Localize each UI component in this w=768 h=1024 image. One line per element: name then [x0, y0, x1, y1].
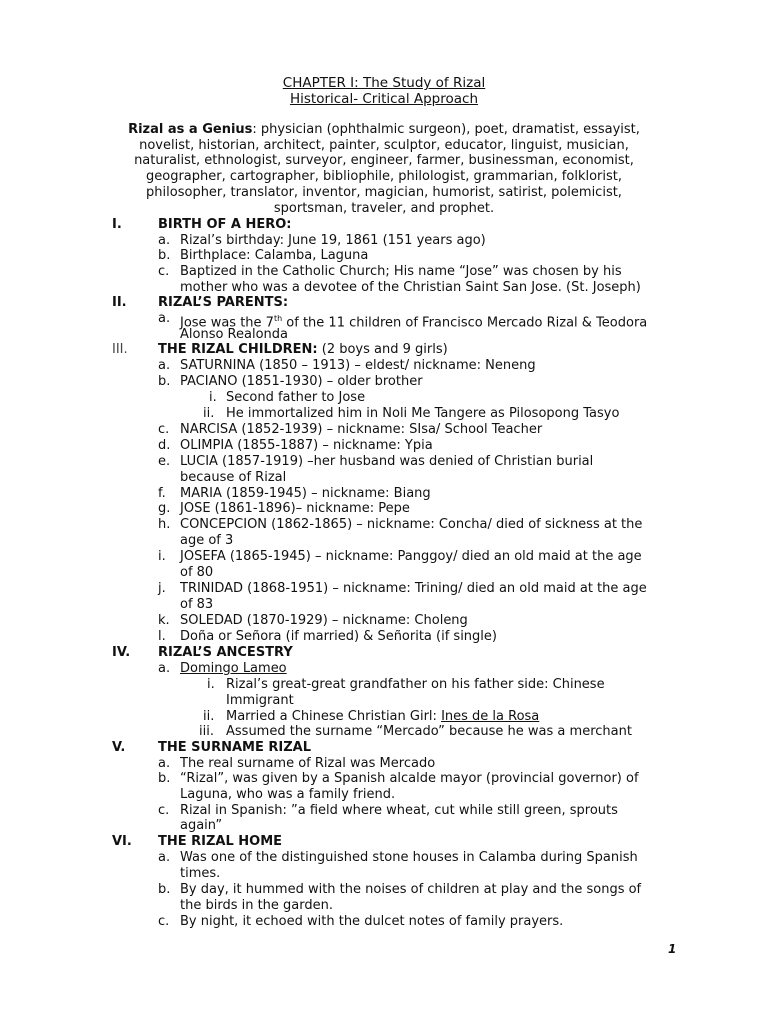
item-text-part: of the 11 children of Francisco Mercado Rizal & Teodora — [282, 315, 648, 331]
item-label: iii. — [199, 724, 214, 739]
item-label: a. — [158, 850, 171, 865]
chapter-title: CHAPTER I: The Study of Rizal — [282, 75, 486, 91]
item-text: SATURNINA (1850 – 1913) – eldest/ nickname: Neneng — [180, 358, 536, 373]
section-title — [158, 342, 448, 358]
item-text — [226, 709, 539, 725]
item-text: Assumed the surname “Mercado” because he was a merchant — [226, 724, 632, 739]
section-title: BIRTH OF A HERO: — [158, 217, 292, 232]
item-text: LUCIA (1857-1919) –her husband was denied of Christian burial — [180, 454, 594, 469]
section-number: IV. — [112, 645, 131, 660]
item-text: “Rizal”, was given by a Spanish alcalde mayor (provincial governor) of — [180, 771, 639, 786]
item-label: b. — [158, 374, 171, 389]
item-text-part: Married a Chinese Christian Girl: — [226, 709, 442, 724]
item-text: MARIA (1859-1945) – nickname: Biang — [180, 486, 431, 501]
item-text-continued: times. — [180, 866, 221, 881]
section-title: THE RIZAL HOME — [158, 834, 283, 849]
item-text: Rizal’s birthday: June 19, 1861 (151 years ago) — [180, 233, 486, 248]
section-number: VI. — [112, 834, 132, 849]
superscript: th — [273, 314, 283, 323]
item-label: g. — [158, 501, 171, 516]
item-text-continued: the birds in the garden. — [180, 898, 334, 913]
section-title-text: THE RIZAL CHILDREN: — [158, 342, 318, 357]
item-label: a. — [158, 311, 171, 326]
item-text: By night, it echoed with the dulcet notes of family prayers. — [180, 914, 564, 929]
section-number: III. — [112, 342, 128, 357]
item-label: d. — [158, 438, 171, 453]
item-label: i. — [209, 390, 217, 405]
item-text: The real surname of Rizal was Mercado — [180, 756, 436, 771]
item-label: e. — [158, 454, 171, 469]
item-text-continued: of 83 — [180, 597, 214, 612]
item-text: Baptized in the Catholic Church; His name “Jose” was chosen by his — [180, 264, 622, 279]
item-text-continued: Laguna, who was a family friend. — [180, 787, 396, 802]
page-number: 1 — [668, 942, 677, 956]
section-number: I. — [112, 217, 122, 232]
chapter-subtitle: Historical- Critical Approach — [289, 91, 479, 107]
section-title: RIZAL’S PARENTS: — [158, 295, 289, 310]
item-text: By day, it hummed with the noises of children at play and the songs of — [180, 882, 642, 897]
item-text-continued: mother who was a devotee of the Christian Saint San Jose. (St. Joseph) — [180, 280, 641, 295]
item-text: Doña or Señora (if married) & Señorita (if single) — [180, 629, 497, 644]
item-text: SOLEDAD (1870-1929) – nickname: Choleng — [180, 613, 468, 628]
item-label: a. — [158, 358, 171, 373]
item-text-underlined: Ines de la Rosa — [441, 709, 540, 724]
item-text: Rizal in Spanish: ”a field where wheat, cut while still green, sprouts — [180, 803, 618, 818]
section-number: V. — [112, 740, 126, 755]
item-label: c. — [158, 914, 170, 929]
item-text: JOSEFA (1865-1945) – nickname: Panggoy/ died an old maid at the age — [180, 549, 642, 564]
intro-text: : physician (ophthalmic surgeon), poet, dramatist, essayist, novelist, historian, architect, painter, sculptor, educator, linguist, musician, naturalist, ethnologist, surveyor, engineer, farmer, businessman, economist, geographer, cartographer, bibliophile, philologist, grammarian, folklorist, philosopher, translator, inventor, magician, humorist, satirist, polemicist, sportsman, traveler, and prophet. — [134, 122, 640, 216]
item-text-continued: age of 3 — [180, 533, 234, 548]
item-label: a. — [158, 233, 171, 248]
item-label: b. — [158, 882, 171, 897]
item-label: l. — [158, 629, 166, 644]
item-text: Rizal’s great-great grandfather on his father side: Chinese — [226, 677, 605, 692]
item-text-continued: Alonso Realonda — [180, 327, 288, 342]
item-label: h. — [158, 517, 171, 532]
item-label: c. — [158, 422, 170, 437]
item-text: Was one of the distinguished stone houses in Calamba during Spanish — [180, 850, 638, 865]
item-text: Second father to Jose — [226, 390, 366, 405]
item-label: k. — [158, 613, 170, 628]
item-text-continued: because of Rizal — [180, 470, 287, 485]
item-text: OLIMPIA (1855-1887) – nickname: Ypia — [180, 438, 433, 453]
item-label: c. — [158, 803, 170, 818]
item-text-continued: again” — [180, 818, 223, 833]
section-title-note: (2 boys and 9 girls) — [317, 342, 448, 357]
item-label: a. — [158, 661, 171, 676]
item-label: i. — [158, 549, 166, 564]
section-number: II. — [112, 295, 127, 310]
item-text-continued: Immigrant — [226, 693, 294, 708]
item-text: Birthplace: Calamba, Laguna — [180, 248, 369, 263]
item-text: CONCEPCION (1862-1865) – nickname: Concha/ died of sickness at the — [180, 517, 643, 532]
item-text-continued: of 80 — [180, 565, 214, 580]
item-label: ii. — [203, 709, 215, 724]
section-title: THE SURNAME RIZAL — [158, 740, 311, 755]
item-text: He immortalized him in Noli Me Tangere as Pilosopong Tasyo — [226, 406, 620, 421]
item-text: JOSE (1861-1896)– nickname: Pepe — [180, 501, 410, 516]
item-text: PACIANO (1851-1930) – older brother — [180, 374, 423, 389]
item-label: c. — [158, 264, 170, 279]
item-text-part: Jose was the 7 — [180, 315, 274, 331]
item-label: b. — [158, 771, 171, 786]
item-label: j. — [158, 581, 166, 596]
item-label: ii. — [203, 406, 215, 421]
item-label: a. — [158, 756, 171, 771]
item-text: TRINIDAD (1868-1951) – nickname: Trining/ died an old maid at the age — [180, 581, 647, 596]
intro-lead: Rizal as a Genius — [128, 122, 253, 137]
item-text: Domingo Lameo — [180, 661, 287, 676]
item-label: b. — [158, 248, 171, 263]
item-label: i. — [207, 677, 215, 692]
section-title: RIZAL’S ANCESTRY — [158, 645, 293, 660]
item-text: NARCISA (1852-1939) – nickname: SIsa/ School Teacher — [180, 422, 543, 437]
item-label: f. — [158, 486, 166, 501]
